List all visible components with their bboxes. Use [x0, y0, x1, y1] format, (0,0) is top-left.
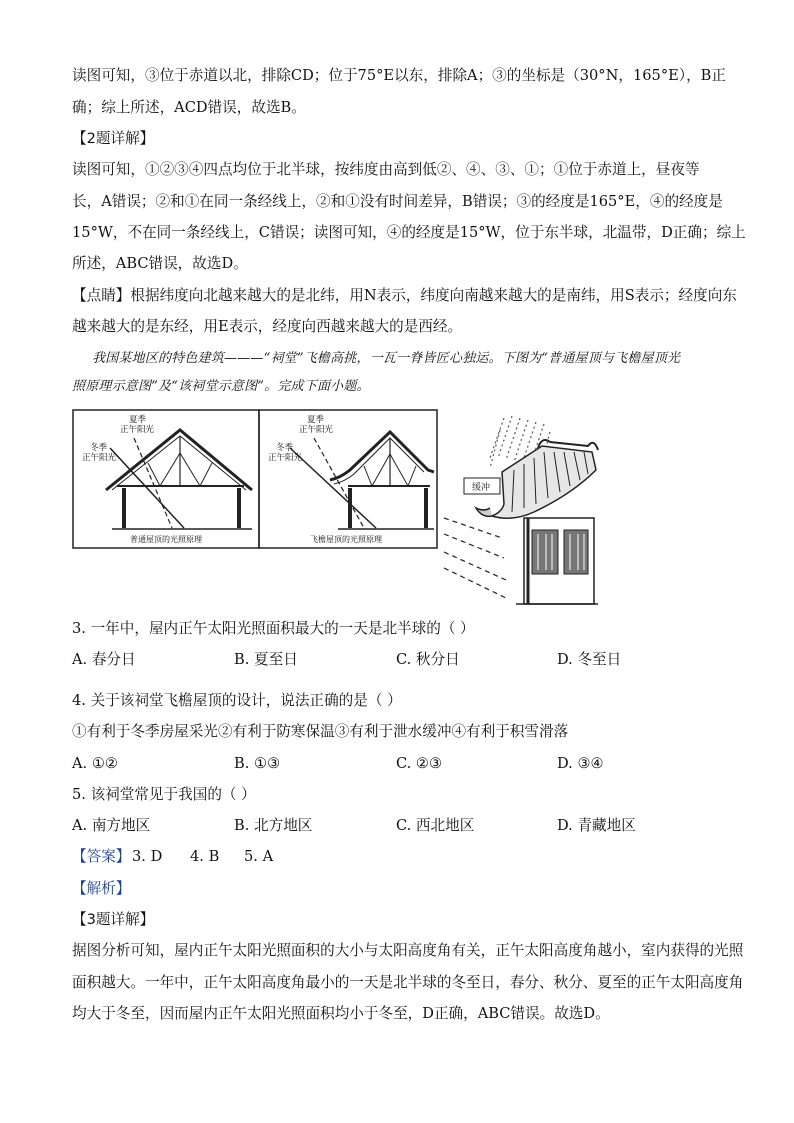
- text-line: 越来越大的是东经，用E表示，经度向西越来越大的是西经。: [72, 318, 463, 335]
- text-line: 面积越大。一年中，正午太阳高度角最小的一天是北半球的冬至日，春分、秋分、夏至的正午太阳高度角: [72, 974, 744, 991]
- roof-diagram-svg: [72, 408, 602, 608]
- section-header: 【2题详解】: [72, 130, 155, 147]
- ordinary-roof-panel: [73, 410, 259, 548]
- text-line: 读图可知，①②③④四点均位于北半球，按纬度由高到低②、④、③、①；①位于赤道上，昼夜等: [72, 161, 700, 178]
- flying-eave-roof-panel: [259, 410, 437, 548]
- option-d[interactable]: D. 冬至日: [557, 651, 622, 668]
- summer-label: 夏季: [307, 415, 325, 425]
- question-statements: ①有利于冬季房屋采光②有利于防寒保温③有利于泄水缓冲④有利于积雪滑落: [72, 723, 569, 740]
- summer-label: 正午阳光: [299, 425, 334, 435]
- answer-3: 3. D: [132, 848, 163, 865]
- text-line: 所述，ABC错误，故选D。: [72, 255, 248, 272]
- option-a[interactable]: A. 南方地区: [72, 817, 151, 834]
- text-line: 【点睛】根据纬度向北越来越大的是北纬，用N表示，纬度向南越来越大的是南纬，用S表示；经度向东: [72, 287, 737, 304]
- text-line: 15°W，不在同一条经线上，C错误；读图可知，④的经度是15°W，位于东半球，北温带，D正确；综上: [72, 224, 746, 241]
- option-d[interactable]: D. 青藏地区: [557, 817, 636, 834]
- option-b[interactable]: B. 北方地区: [234, 817, 313, 834]
- option-b[interactable]: B. 夏至日: [234, 651, 298, 668]
- option-c[interactable]: C. 秋分日: [396, 651, 460, 668]
- option-c[interactable]: C. 西北地区: [396, 817, 475, 834]
- winter-label: 冬季: [90, 443, 108, 453]
- question-stem: 4. 关于该祠堂飞檐屋顶的设计，说法正确的是（ ）: [72, 692, 402, 709]
- left-caption: 普通屋顶的光照原理: [130, 535, 202, 544]
- text-line: 长，A错误；②和①在同一条经线上，②和①没有时间差异，B错误；③的经度是165°E，④的经度是: [72, 193, 723, 210]
- answer-5: 5. A: [244, 848, 274, 865]
- summer-label: 正午阳光: [120, 425, 155, 435]
- right-caption: 飞檐屋顶的光照原理: [310, 535, 382, 544]
- ancestral-hall-sketch: [444, 416, 598, 604]
- answer-label: 【答案】: [72, 848, 131, 865]
- text-line: 据图分析可知，屋内正午太阳光照面积的大小与太阳高度角有关，正午太阳高度角越小，室内获得的光照: [72, 942, 744, 959]
- winter-label: 冬季: [276, 443, 294, 453]
- text-line: 确；综上所述，ACD错误，故选B。: [72, 99, 306, 116]
- material-intro: 照原理示意图”及“该祠堂示意图”。完成下面小题。: [72, 379, 370, 394]
- option-b[interactable]: B. ①③: [234, 755, 281, 772]
- winter-label: 正午阳光: [268, 453, 303, 463]
- summer-label: 夏季: [129, 415, 147, 425]
- roof-diagram-figure: [72, 408, 602, 612]
- analysis-label: 【解析】: [72, 880, 131, 897]
- option-c[interactable]: C. ②③: [396, 755, 443, 772]
- text-line: 读图可知，③位于赤道以北，排除CD；位于75°E以东，排除A；③的坐标是（30°N，165°E），B正: [72, 67, 726, 84]
- question-stem: 5. 该祠堂常见于我国的（ ）: [72, 786, 256, 803]
- question-stem: 3. 一年中，屋内正午太阳光照面积最大的一天是北半球的（ ）: [72, 620, 475, 637]
- buffer-label: 缓冲: [472, 483, 491, 493]
- section-header: 【3题详解】: [72, 911, 155, 928]
- option-a[interactable]: A. 春分日: [72, 651, 136, 668]
- option-a[interactable]: A. ①②: [72, 755, 118, 772]
- material-intro: 我国某地区的特色建筑———“祠堂”飞檐高挑，一瓦一脊皆匠心独运。下图为“普通屋顶与飞檐屋顶光: [92, 351, 681, 366]
- text-line: 均大于冬至，因而屋内正午太阳光照面积均小于冬至，D正确，ABC错误。故选D。: [72, 1005, 610, 1022]
- option-d[interactable]: D. ③④: [557, 755, 604, 772]
- answer-4: 4. B: [190, 848, 220, 865]
- winter-label: 正午阳光: [82, 453, 117, 463]
